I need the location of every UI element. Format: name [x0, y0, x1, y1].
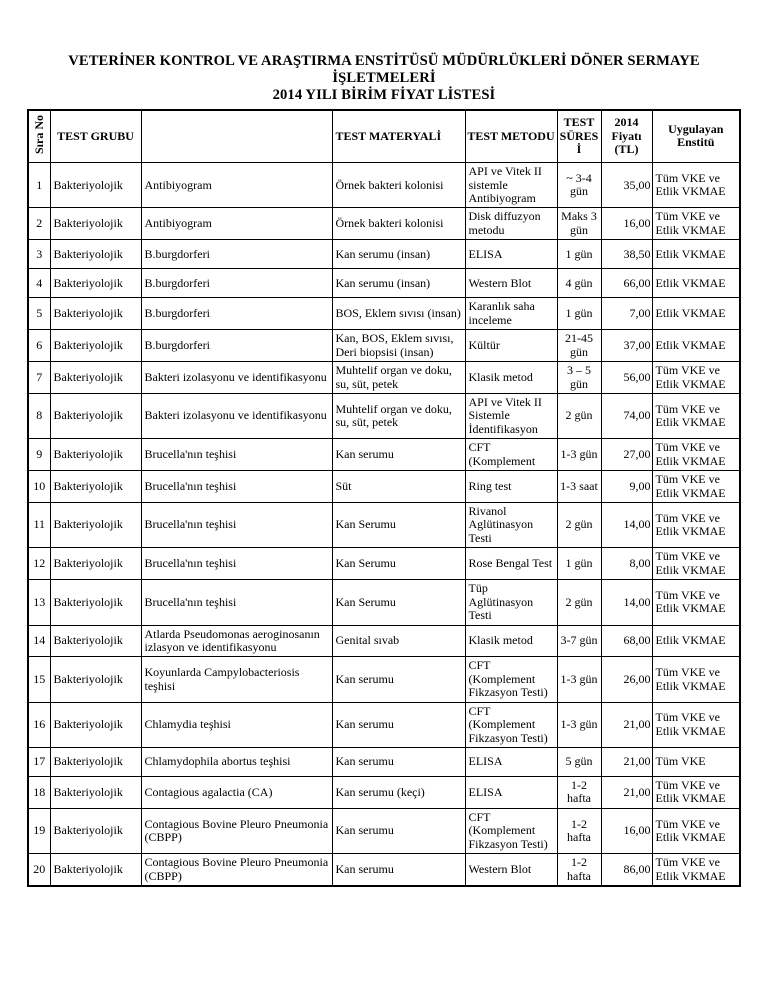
cell-sira-no: 19: [28, 808, 50, 853]
cell-test-grubu: Bakteriyolojik: [50, 362, 141, 394]
cell-uygulayan-enstitu: Etlik VKMAE: [652, 240, 740, 269]
cell-fiyat: 21,00: [601, 702, 652, 747]
cell-test-metodu: CFT (Komplement Fikzasyon Testi): [465, 808, 557, 853]
cell-test-suresi: 3-7 gün: [557, 625, 601, 657]
cell-test-grubu: Bakteriyolojik: [50, 702, 141, 747]
cell-test-grubu: Bakteriyolojik: [50, 471, 141, 503]
cell-test-grubu: Bakteriyolojik: [50, 330, 141, 362]
cell-fiyat: 14,00: [601, 580, 652, 625]
cell-sira-no: 13: [28, 580, 50, 625]
title-line-1: VETERİNER KONTROL VE ARAŞTIRMA ENSTİTÜSÜ MÜDÜRLÜKLERİ DÖNER SERMAYE İŞLETMELERİ: [68, 53, 700, 87]
cell-test-suresi: 1 gün: [557, 240, 601, 269]
cell-fiyat: 8,00: [601, 548, 652, 580]
cell-test-adi: Bakteri izolasyonu ve identifikasyonu: [141, 362, 332, 394]
cell-sira-no: 9: [28, 439, 50, 471]
cell-test-adi: Antibiyogram: [141, 163, 332, 208]
header-uygulayan-enstitu: Uygulayan Enstitü: [652, 110, 740, 163]
cell-test-metodu: Klasik metod: [465, 625, 557, 657]
cell-test-suresi: 21-45 gün: [557, 330, 601, 362]
header-test-adi: [141, 110, 332, 163]
cell-test-suresi: ~ 3-4 gün: [557, 163, 601, 208]
cell-test-materyali: Kan serumu: [332, 808, 465, 853]
table-row: [28, 580, 740, 625]
cell-sira-no: 3: [28, 240, 50, 269]
cell-test-metodu: Ring test: [465, 471, 557, 503]
cell-test-adi: Brucella'nın teşhisi: [141, 580, 332, 625]
header-test-metodu: TEST METODU: [465, 110, 557, 163]
cell-test-materyali: Kan serumu: [332, 748, 465, 777]
cell-uygulayan-enstitu: Tüm VKE ve Etlik VKMAE: [652, 808, 740, 853]
cell-test-adi: Contagious Bovine Pleuro Pneumonia (CBPP): [141, 854, 332, 886]
cell-test-adi: Brucella'nın teşhisi: [141, 548, 332, 580]
table-row: [28, 240, 740, 269]
cell-uygulayan-enstitu: Tüm VKE ve Etlik VKMAE: [652, 362, 740, 394]
cell-sira-no: 18: [28, 777, 50, 809]
cell-test-materyali: Süt: [332, 471, 465, 503]
cell-sira-no: 14: [28, 625, 50, 657]
cell-test-metodu: ELISA: [465, 777, 557, 809]
cell-uygulayan-enstitu: Tüm VKE ve Etlik VKMAE: [652, 657, 740, 702]
cell-test-grubu: Bakteriyolojik: [50, 777, 141, 809]
cell-uygulayan-enstitu: Tüm VKE ve Etlik VKMAE: [652, 702, 740, 747]
table-row: [28, 503, 740, 548]
cell-test-materyali: Muhtelif organ ve doku, su, süt, petek: [332, 362, 465, 394]
cell-uygulayan-enstitu: Tüm VKE ve Etlik VKMAE: [652, 208, 740, 240]
table-row: [28, 208, 740, 240]
table-row: [28, 625, 740, 657]
cell-uygulayan-enstitu: Tüm VKE ve Etlik VKMAE: [652, 854, 740, 886]
table-row: [28, 269, 740, 298]
cell-sira-no: 8: [28, 393, 50, 438]
cell-uygulayan-enstitu: Tüm VKE: [652, 748, 740, 777]
cell-uygulayan-enstitu: Tüm VKE ve Etlik VKMAE: [652, 548, 740, 580]
cell-test-adi: B.burgdorferi: [141, 298, 332, 330]
cell-test-grubu: Bakteriyolojik: [50, 240, 141, 269]
title-line-2: 2014 YILI BİRİM FİYAT LİSTESİ: [272, 87, 496, 104]
cell-sira-no: 20: [28, 854, 50, 886]
cell-uygulayan-enstitu: Etlik VKMAE: [652, 625, 740, 657]
cell-test-metodu: API ve Vitek II Sistemle İdentifikasyon: [465, 393, 557, 438]
cell-test-suresi: 1-3 gün: [557, 439, 601, 471]
cell-test-metodu: ELISA: [465, 240, 557, 269]
cell-test-grubu: Bakteriyolojik: [50, 625, 141, 657]
cell-test-materyali: Muhtelif organ ve doku, su, süt, petek: [332, 393, 465, 438]
cell-fiyat: 68,00: [601, 625, 652, 657]
cell-test-materyali: Kan serumu: [332, 439, 465, 471]
table-row: [28, 163, 740, 208]
header-test-suresi: TEST SÜRESİ: [557, 110, 601, 163]
cell-test-grubu: Bakteriyolojik: [50, 163, 141, 208]
cell-test-metodu: ELISA: [465, 748, 557, 777]
cell-test-metodu: Western Blot: [465, 269, 557, 298]
cell-test-metodu: Tüp Aglütinasyon Testi: [465, 580, 557, 625]
cell-test-suresi: 1 gün: [557, 548, 601, 580]
cell-test-grubu: Bakteriyolojik: [50, 503, 141, 548]
cell-test-suresi: 2 gün: [557, 393, 601, 438]
cell-test-adi: Brucella'nın teşhisi: [141, 471, 332, 503]
cell-test-adi: Contagious Bovine Pleuro Pneumonia (CBPP): [141, 808, 332, 853]
cell-test-metodu: Disk diffuzyon metodu: [465, 208, 557, 240]
cell-test-suresi: 1-2 hafta: [557, 808, 601, 853]
cell-sira-no: 12: [28, 548, 50, 580]
cell-test-grubu: Bakteriyolojik: [50, 298, 141, 330]
cell-uygulayan-enstitu: Tüm VKE ve Etlik VKMAE: [652, 580, 740, 625]
cell-sira-no: 4: [28, 269, 50, 298]
cell-test-materyali: Kan Serumu: [332, 580, 465, 625]
cell-fiyat: 14,00: [601, 503, 652, 548]
cell-test-materyali: Kan serumu (insan): [332, 269, 465, 298]
table-row: [28, 702, 740, 747]
cell-uygulayan-enstitu: Tüm VKE ve Etlik VKMAE: [652, 439, 740, 471]
cell-uygulayan-enstitu: Etlik VKMAE: [652, 330, 740, 362]
table-row: [28, 854, 740, 886]
cell-fiyat: 37,00: [601, 330, 652, 362]
cell-fiyat: 86,00: [601, 854, 652, 886]
table-row: [28, 439, 740, 471]
cell-uygulayan-enstitu: Tüm VKE ve Etlik VKMAE: [652, 777, 740, 809]
cell-test-metodu: CFT (Komplement: [465, 439, 557, 471]
cell-fiyat: 7,00: [601, 298, 652, 330]
cell-fiyat: 21,00: [601, 777, 652, 809]
cell-test-materyali: Kan Serumu: [332, 503, 465, 548]
cell-fiyat: 27,00: [601, 439, 652, 471]
table-row: [28, 362, 740, 394]
cell-test-suresi: 3 – 5 gün: [557, 362, 601, 394]
cell-test-materyali: Kan serumu: [332, 702, 465, 747]
cell-test-materyali: Kan serumu (insan): [332, 240, 465, 269]
cell-test-materyali: Kan serumu: [332, 854, 465, 886]
table-row: [28, 548, 740, 580]
cell-fiyat: 21,00: [601, 748, 652, 777]
cell-sira-no: 1: [28, 163, 50, 208]
cell-fiyat: 38,50: [601, 240, 652, 269]
cell-test-materyali: Örnek bakteri kolonisi: [332, 208, 465, 240]
table-row: [28, 808, 740, 853]
cell-uygulayan-enstitu: Tüm VKE ve Etlik VKMAE: [652, 503, 740, 548]
cell-fiyat: 56,00: [601, 362, 652, 394]
cell-test-grubu: Bakteriyolojik: [50, 854, 141, 886]
cell-test-metodu: Kültür: [465, 330, 557, 362]
table-body: [28, 163, 740, 886]
cell-test-adi: Koyunlarda Campylobacteriosis teşhisi: [141, 657, 332, 702]
cell-test-suresi: 1-2 hafta: [557, 777, 601, 809]
cell-uygulayan-enstitu: Etlik VKMAE: [652, 269, 740, 298]
cell-test-materyali: Kan serumu (keçi): [332, 777, 465, 809]
table-row: [28, 471, 740, 503]
cell-sira-no: 6: [28, 330, 50, 362]
cell-uygulayan-enstitu: Etlik VKMAE: [652, 298, 740, 330]
cell-sira-no: 7: [28, 362, 50, 394]
cell-test-metodu: Karanlık saha inceleme: [465, 298, 557, 330]
cell-test-metodu: CFT (Komplement Fikzasyon Testi): [465, 657, 557, 702]
cell-sira-no: 10: [28, 471, 50, 503]
header-sira-no-label: Sıra No: [31, 115, 46, 155]
cell-test-suresi: Maks 3 gün: [557, 208, 601, 240]
table-row: [28, 330, 740, 362]
cell-test-suresi: 2 gün: [557, 580, 601, 625]
cell-test-metodu: Western Blot: [465, 854, 557, 886]
cell-sira-no: 2: [28, 208, 50, 240]
cell-test-materyali: Genital sıvab: [332, 625, 465, 657]
cell-test-adi: B.burgdorferi: [141, 240, 332, 269]
cell-fiyat: 9,00: [601, 471, 652, 503]
cell-uygulayan-enstitu: Tüm VKE ve Etlik VKMAE: [652, 163, 740, 208]
cell-test-grubu: Bakteriyolojik: [50, 269, 141, 298]
cell-test-adi: B.burgdorferi: [141, 330, 332, 362]
cell-test-materyali: Kan, BOS, Eklem sıvısı, Deri biopsisi (insan): [332, 330, 465, 362]
cell-fiyat: 16,00: [601, 808, 652, 853]
cell-test-adi: Chlamydophila abortus teşhisi: [141, 748, 332, 777]
cell-test-metodu: CFT (Komplement Fikzasyon Testi): [465, 702, 557, 747]
cell-test-grubu: Bakteriyolojik: [50, 748, 141, 777]
table-row: [28, 657, 740, 702]
header-fiyat: 2014 Fiyatı (TL): [601, 110, 652, 163]
cell-test-suresi: 1-3 saat: [557, 471, 601, 503]
cell-test-materyali: Kan serumu: [332, 657, 465, 702]
cell-test-materyali: Kan Serumu: [332, 548, 465, 580]
price-table: [27, 109, 741, 887]
cell-test-suresi: 5 gün: [557, 748, 601, 777]
header-test-materyali: TEST MATERYALİ: [332, 110, 465, 163]
cell-test-adi: Bakteri izolasyonu ve identifikasyonu: [141, 393, 332, 438]
page-title: [27, 53, 741, 105]
table-row: [28, 393, 740, 438]
cell-test-grubu: Bakteriyolojik: [50, 439, 141, 471]
cell-test-materyali: Örnek bakteri kolonisi: [332, 163, 465, 208]
cell-test-suresi: 1-2 hafta: [557, 854, 601, 886]
cell-test-materyali: BOS, Eklem sıvısı (insan): [332, 298, 465, 330]
cell-fiyat: 16,00: [601, 208, 652, 240]
cell-uygulayan-enstitu: Tüm VKE ve Etlik VKMAE: [652, 393, 740, 438]
cell-fiyat: 66,00: [601, 269, 652, 298]
cell-sira-no: 5: [28, 298, 50, 330]
cell-test-suresi: 1-3 gün: [557, 657, 601, 702]
cell-test-adi: Brucella'nın teşhisi: [141, 439, 332, 471]
table-row: [28, 298, 740, 330]
cell-test-suresi: 2 gün: [557, 503, 601, 548]
cell-sira-no: 15: [28, 657, 50, 702]
header-test-grubu: TEST GRUBU: [50, 110, 141, 163]
table-row: [28, 748, 740, 777]
cell-test-metodu: Rose Bengal Test: [465, 548, 557, 580]
cell-test-grubu: Bakteriyolojik: [50, 548, 141, 580]
cell-sira-no: 11: [28, 503, 50, 548]
cell-test-grubu: Bakteriyolojik: [50, 208, 141, 240]
cell-test-adi: Antibiyogram: [141, 208, 332, 240]
cell-test-grubu: Bakteriyolojik: [50, 657, 141, 702]
cell-fiyat: 74,00: [601, 393, 652, 438]
cell-test-suresi: 1 gün: [557, 298, 601, 330]
cell-fiyat: 35,00: [601, 163, 652, 208]
cell-test-adi: B.burgdorferi: [141, 269, 332, 298]
cell-sira-no: 17: [28, 748, 50, 777]
cell-test-metodu: API ve Vitek II sistemle Antibiyogram: [465, 163, 557, 208]
cell-fiyat: 26,00: [601, 657, 652, 702]
cell-test-grubu: Bakteriyolojik: [50, 808, 141, 853]
cell-test-adi: Chlamydia teşhisi: [141, 702, 332, 747]
cell-test-grubu: Bakteriyolojik: [50, 580, 141, 625]
cell-sira-no: 16: [28, 702, 50, 747]
cell-test-grubu: Bakteriyolojik: [50, 393, 141, 438]
cell-test-suresi: 4 gün: [557, 269, 601, 298]
cell-test-metodu: Rivanol Aglütinasyon Testi: [465, 503, 557, 548]
table-row: [28, 777, 740, 809]
cell-test-adi: Brucella'nın teşhisi: [141, 503, 332, 548]
cell-test-suresi: 1-3 gün: [557, 702, 601, 747]
cell-test-metodu: Klasik metod: [465, 362, 557, 394]
cell-test-adi: Atlarda Pseudomonas aeroginosanın izlasyon ve identifikasyonu: [141, 625, 332, 657]
header-row: [28, 110, 740, 163]
cell-test-adi: Contagious agalactia (CA): [141, 777, 332, 809]
header-sira-no: [28, 110, 50, 163]
cell-uygulayan-enstitu: Tüm VKE ve Etlik VKMAE: [652, 471, 740, 503]
